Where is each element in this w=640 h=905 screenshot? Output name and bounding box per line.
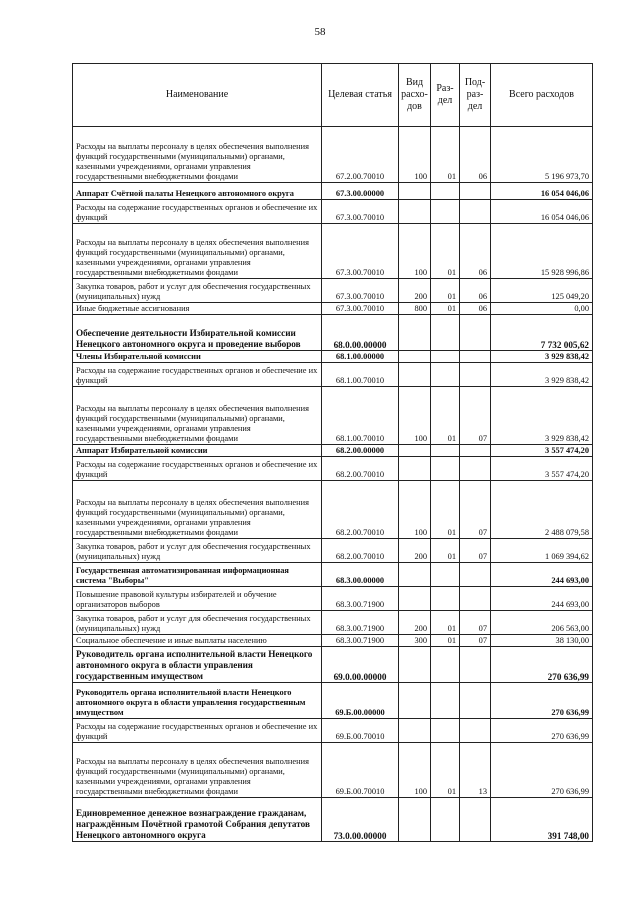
- row-code-cell: 68.2.00.00000: [322, 445, 399, 457]
- table-row: [73, 611, 593, 635]
- row-vid-cell: 800: [399, 303, 431, 315]
- row-razdel-cell: [431, 363, 460, 387]
- table-row: [73, 635, 593, 647]
- row-podrazdel-cell: 07: [460, 635, 491, 647]
- row-code-cell: 67.2.00.70010: [322, 127, 399, 183]
- row-name-cell: Аппарат Счётной палаты Ненецкого автономного округа: [73, 183, 322, 200]
- row-vid-cell: [399, 587, 431, 611]
- row-podrazdel-cell: [460, 457, 491, 481]
- row-name-cell: Руководитель органа исполнительной власти Ненецкого автономного округа в области управления государственным имуществом: [73, 683, 322, 719]
- row-code-cell: 68.0.00.00000: [322, 315, 399, 351]
- row-name-cell: Расходы на содержание государственных органов и обеспечение их функций: [73, 363, 322, 387]
- row-podrazdel-cell: 06: [460, 303, 491, 315]
- page-number: 58: [314, 26, 326, 38]
- row-code-cell: 68.2.00.70010: [322, 457, 399, 481]
- row-vid-cell: [399, 563, 431, 587]
- table-row: [73, 183, 593, 200]
- row-code-cell: 73.0.00.00000: [322, 798, 399, 842]
- row-code-cell: 68.1.00.00000: [322, 351, 399, 363]
- table-body: [73, 127, 593, 842]
- row-code-cell: 67.3.00.70010: [322, 200, 399, 224]
- row-vid-cell: 200: [399, 539, 431, 563]
- row-podrazdel-cell: [460, 363, 491, 387]
- row-code-cell: 69.Б.00.70010: [322, 719, 399, 743]
- row-name-cell: Обеспечение деятельности Избирательной комиссии Ненецкого автономного округа и проведение выборов: [73, 315, 322, 351]
- row-total-cell: 270 636,99: [491, 719, 593, 743]
- row-vid-cell: 100: [399, 127, 431, 183]
- row-razdel-cell: [431, 315, 460, 351]
- row-vid-cell: [399, 719, 431, 743]
- row-code-cell: 69.Б.00.70010: [322, 743, 399, 798]
- table-header-row: [73, 64, 593, 127]
- row-name-cell: Закупка товаров, работ и услуг для обеспечения государственных (муниципальных) нужд: [73, 539, 322, 563]
- row-podrazdel-cell: [460, 587, 491, 611]
- row-razdel-cell: 01: [431, 279, 460, 303]
- header-podrazdel: Под-раз-дел: [460, 64, 491, 127]
- row-code-cell: 68.3.00.71900: [322, 587, 399, 611]
- row-code-cell: 69.0.00.00000: [322, 647, 399, 683]
- row-name-cell: Иные бюджетные ассигнования: [73, 303, 322, 315]
- header-name: Наименование: [73, 64, 322, 127]
- row-podrazdel-cell: [460, 798, 491, 842]
- table-row: [73, 587, 593, 611]
- row-name-cell: Члены Избирательной комиссии: [73, 351, 322, 363]
- row-name-cell: Государственная автоматизированная информационная система "Выборы": [73, 563, 322, 587]
- row-total-cell: 1 069 394,62: [491, 539, 593, 563]
- row-razdel-cell: [431, 351, 460, 363]
- row-vid-cell: [399, 683, 431, 719]
- row-name-cell: Расходы на выплаты персоналу в целях обеспечения выполнения функций государственными (муниципальными) органами, казенными учреждениями, органами управления государственными внебюджетными фондами: [73, 127, 322, 183]
- row-podrazdel-cell: [460, 563, 491, 587]
- table-row: [73, 224, 593, 279]
- row-total-cell: 3 929 838,42: [491, 363, 593, 387]
- table-row: [73, 351, 593, 363]
- table-row: [73, 683, 593, 719]
- row-razdel-cell: [431, 798, 460, 842]
- table-row: [73, 315, 593, 351]
- row-code-cell: 68.2.00.70010: [322, 539, 399, 563]
- row-vid-cell: 100: [399, 743, 431, 798]
- row-razdel-cell: [431, 563, 460, 587]
- row-total-cell: 270 636,99: [491, 647, 593, 683]
- table-row: [73, 387, 593, 445]
- row-name-cell: Аппарат Избирательной комиссии: [73, 445, 322, 457]
- row-vid-cell: 100: [399, 387, 431, 445]
- row-total-cell: 16 054 046,06: [491, 183, 593, 200]
- row-razdel-cell: [431, 457, 460, 481]
- row-vid-cell: [399, 315, 431, 351]
- row-name-cell: Расходы на содержание государственных органов и обеспечение их функций: [73, 719, 322, 743]
- row-name-cell: Расходы на выплаты персоналу в целях обеспечения выполнения функций государственными (муниципальными) органами, казенными учреждениями, органами управления государственными внебюджетными фондами: [73, 743, 322, 798]
- row-razdel-cell: 01: [431, 743, 460, 798]
- row-podrazdel-cell: 07: [460, 611, 491, 635]
- row-total-cell: 391 748,00: [491, 798, 593, 842]
- table-row: [73, 647, 593, 683]
- header-code: Целевая статья: [322, 64, 399, 127]
- row-vid-cell: 300: [399, 635, 431, 647]
- row-code-cell: 67.3.00.70010: [322, 303, 399, 315]
- row-podrazdel-cell: 06: [460, 127, 491, 183]
- row-razdel-cell: [431, 200, 460, 224]
- row-razdel-cell: 01: [431, 387, 460, 445]
- row-podrazdel-cell: 13: [460, 743, 491, 798]
- row-code-cell: 68.2.00.70010: [322, 481, 399, 539]
- table-row: [73, 363, 593, 387]
- header-razdel: Раз-дел: [431, 64, 460, 127]
- row-podrazdel-cell: [460, 445, 491, 457]
- row-name-cell: Руководитель органа исполнительной власти Ненецкого автономного округа в области управления государственным имуществом: [73, 647, 322, 683]
- table-row: [73, 200, 593, 224]
- row-vid-cell: 100: [399, 481, 431, 539]
- row-code-cell: 67.3.00.70010: [322, 224, 399, 279]
- table-row: [73, 457, 593, 481]
- row-vid-cell: 100: [399, 224, 431, 279]
- row-total-cell: 0,00: [491, 303, 593, 315]
- table-row: [73, 539, 593, 563]
- table-row: [73, 798, 593, 842]
- row-razdel-cell: [431, 445, 460, 457]
- row-vid-cell: [399, 200, 431, 224]
- row-podrazdel-cell: [460, 351, 491, 363]
- row-razdel-cell: 01: [431, 127, 460, 183]
- row-code-cell: 68.3.00.71900: [322, 635, 399, 647]
- row-name-cell: Повышение правовой культуры избирателей и обучение организаторов выборов: [73, 587, 322, 611]
- row-razdel-cell: [431, 647, 460, 683]
- row-podrazdel-cell: 06: [460, 224, 491, 279]
- table-row: [73, 719, 593, 743]
- row-podrazdel-cell: 07: [460, 387, 491, 445]
- row-podrazdel-cell: 07: [460, 539, 491, 563]
- row-razdel-cell: [431, 719, 460, 743]
- row-total-cell: 206 563,00: [491, 611, 593, 635]
- row-total-cell: 38 130,00: [491, 635, 593, 647]
- row-vid-cell: 200: [399, 611, 431, 635]
- row-name-cell: Закупка товаров, работ и услуг для обеспечения государственных (муниципальных) нужд: [73, 611, 322, 635]
- row-total-cell: 3 557 474,20: [491, 445, 593, 457]
- row-razdel-cell: 01: [431, 224, 460, 279]
- row-code-cell: 67.3.00.70010: [322, 279, 399, 303]
- header-total: Всего расходов: [491, 64, 593, 127]
- table-row: [73, 445, 593, 457]
- row-name-cell: Единовременное денежное вознаграждение гражданам, награждённым Почётной грамотой Собрания депутатов Ненецкого автономного округа: [73, 798, 322, 842]
- row-total-cell: 2 488 079,58: [491, 481, 593, 539]
- row-razdel-cell: [431, 587, 460, 611]
- row-vid-cell: [399, 445, 431, 457]
- row-name-cell: Расходы на содержание государственных органов и обеспечение их функций: [73, 200, 322, 224]
- row-podrazdel-cell: [460, 647, 491, 683]
- row-total-cell: 125 049,20: [491, 279, 593, 303]
- row-podrazdel-cell: 07: [460, 481, 491, 539]
- row-podrazdel-cell: 06: [460, 279, 491, 303]
- row-razdel-cell: 01: [431, 481, 460, 539]
- row-total-cell: 7 732 005,62: [491, 315, 593, 351]
- row-podrazdel-cell: [460, 183, 491, 200]
- row-code-cell: 67.3.00.00000: [322, 183, 399, 200]
- row-code-cell: 68.3.00.00000: [322, 563, 399, 587]
- row-code-cell: 68.1.00.70010: [322, 363, 399, 387]
- row-name-cell: Расходы на выплаты персоналу в целях обеспечения выполнения функций государственными (муниципальными) органами, казенными учреждениями, органами управления государственными внебюджетными фондами: [73, 387, 322, 445]
- row-vid-cell: [399, 363, 431, 387]
- row-razdel-cell: 01: [431, 539, 460, 563]
- row-podrazdel-cell: [460, 200, 491, 224]
- row-total-cell: 270 636,99: [491, 683, 593, 719]
- row-razdel-cell: 01: [431, 635, 460, 647]
- table-row: [73, 279, 593, 303]
- row-podrazdel-cell: [460, 719, 491, 743]
- row-total-cell: 244 693,00: [491, 563, 593, 587]
- row-total-cell: 3 929 838,42: [491, 351, 593, 363]
- row-podrazdel-cell: [460, 683, 491, 719]
- row-name-cell: Расходы на выплаты персоналу в целях обеспечения выполнения функций государственными (муниципальными) органами, казенными учреждениями, органами управления государственными внебюджетными фондами: [73, 481, 322, 539]
- row-vid-cell: [399, 351, 431, 363]
- table-row: [73, 743, 593, 798]
- row-code-cell: 69.Б.00.00000: [322, 683, 399, 719]
- row-total-cell: 244 693,00: [491, 587, 593, 611]
- row-name-cell: Расходы на выплаты персоналу в целях обеспечения выполнения функций государственными (муниципальными) органами, казенными учреждениями, органами управления государственными внебюджетными фондами: [73, 224, 322, 279]
- budget-table: [72, 63, 593, 842]
- row-razdel-cell: 01: [431, 303, 460, 315]
- table-row: [73, 303, 593, 315]
- table-row: [73, 563, 593, 587]
- table-row: [73, 481, 593, 539]
- row-code-cell: 68.1.00.70010: [322, 387, 399, 445]
- row-total-cell: 5 196 973,70: [491, 127, 593, 183]
- row-total-cell: 270 636,99: [491, 743, 593, 798]
- row-vid-cell: [399, 457, 431, 481]
- table-row: [73, 127, 593, 183]
- row-razdel-cell: 01: [431, 611, 460, 635]
- row-total-cell: 15 928 996,86: [491, 224, 593, 279]
- row-name-cell: Закупка товаров, работ и услуг для обеспечения государственных (муниципальных) нужд: [73, 279, 322, 303]
- row-name-cell: Расходы на содержание государственных органов и обеспечение их функций: [73, 457, 322, 481]
- header-vid: Вид расхо-дов: [399, 64, 431, 127]
- row-razdel-cell: [431, 683, 460, 719]
- row-vid-cell: [399, 183, 431, 200]
- row-razdel-cell: [431, 183, 460, 200]
- row-vid-cell: [399, 647, 431, 683]
- row-total-cell: 3 557 474,20: [491, 457, 593, 481]
- row-vid-cell: 200: [399, 279, 431, 303]
- row-podrazdel-cell: [460, 315, 491, 351]
- row-total-cell: 3 929 838,42: [491, 387, 593, 445]
- row-name-cell: Социальное обеспечение и иные выплаты населению: [73, 635, 322, 647]
- row-code-cell: 68.3.00.71900: [322, 611, 399, 635]
- row-total-cell: 16 054 046,06: [491, 200, 593, 224]
- row-vid-cell: [399, 798, 431, 842]
